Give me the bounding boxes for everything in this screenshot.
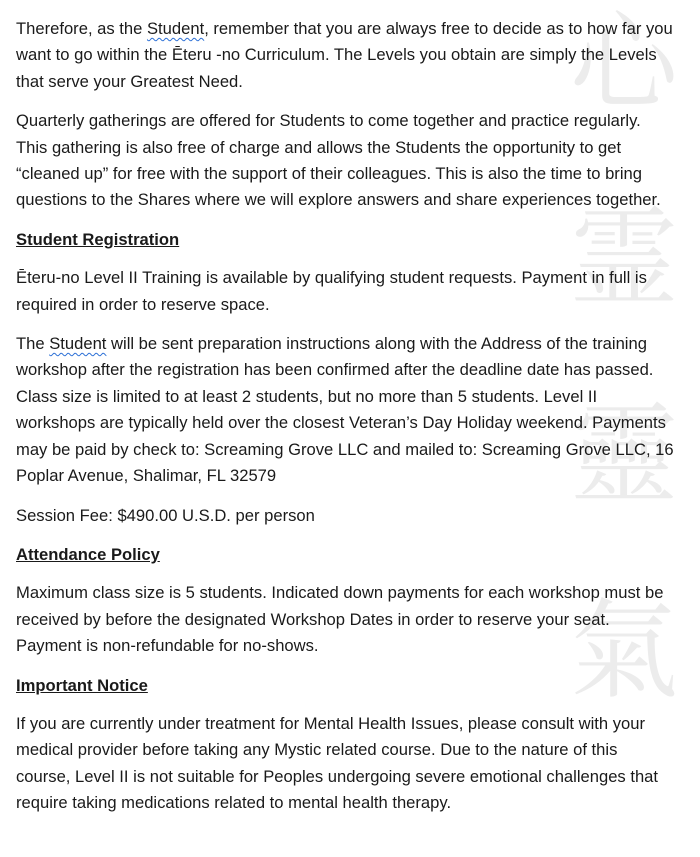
paragraph-attendance: Maximum class size is 5 students. Indicated down payments for each workshop must be received by before the designated Workshop Dates in order to reserve your seat. Payment is non-refundable for no-shows. (16, 583, 664, 656)
heading-important-notice: Important Notice (16, 675, 148, 695)
paragraph-notice: If you are currently under treatment for Mental Health Issues, please consult with your medical provider before taking any Mystic related course. Due to the nature of this course, Level II is not suitable for Peoples undergoing severe emotional challenges that require taking medications related to mental health therapy. (16, 713, 659, 813)
paragraph-session-fee: Session Fee: $490.00 U.S.D. per person (16, 505, 315, 525)
spellcheck-word[interactable]: Student (146, 19, 205, 38)
paragraph-level-ii-training: Ēteru-no Level II Training is available by qualifying student requests. Payment in full is required in order to reserve space. (16, 268, 647, 314)
paragraph-freedom: Therefore, as the Student, remember that you are always free to decide as to how far you want to go within the Ēteru -no Curriculum. The Levels you obtain are simply the Levels that serve your Greatest Need. (16, 19, 673, 91)
document-body (16, 16, 676, 830)
kokoro-kanji-icon: 心 (569, 1, 678, 126)
ki-kanji-icon: 氣 (569, 589, 678, 714)
paragraph-preparation: The Student will be sent preparation instructions along with the Address of the training workshop after the registration has been confirmed after the deadline date has passed. Class size is limited to at least 2 students, but no more than 5 students. Level II workshops are typically held over the closest Veteran’s Day Holiday weekend. Payments may be paid by check to: Screaming Grove LLC and mailed to: Screaming Grove LLC, 16 Poplar Avenue, Shalimar, FL 32579 (16, 334, 674, 486)
rei-kanji-alt-icon: 靈 (569, 393, 678, 518)
paragraph-gatherings: Quarterly gatherings are offered for Students to come together and practice regularly. This gathering is also free of charge and allows the Students the opportunity to get “cleaned up” for free with the support of their colleagues. This is also the time to bring questions to the Shares where we will explore answers and share experiences together. (16, 111, 661, 210)
rei-kanji-icon: 霊 (569, 197, 678, 322)
heading-attendance-policy: Attendance Policy (16, 544, 160, 564)
heading-student-registration: Student Registration (16, 229, 180, 249)
spellcheck-word[interactable]: Student (49, 334, 107, 354)
